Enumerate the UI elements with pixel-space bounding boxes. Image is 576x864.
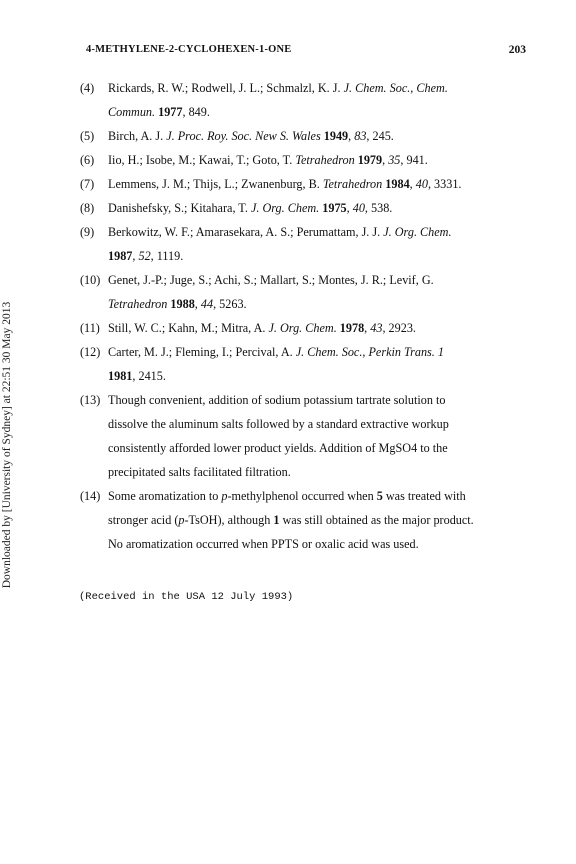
reference-text: 1975	[322, 201, 347, 215]
reference-line	[108, 268, 540, 292]
reference-text: ,	[346, 201, 353, 215]
reference-item	[80, 340, 540, 388]
reference-text: ,	[364, 321, 371, 335]
reference-text: 35	[388, 153, 401, 167]
reference-line	[108, 292, 540, 316]
reference-text: Rickards, R. W.; Rodwell, J. L.; Schmalzl, K. J.	[108, 81, 344, 95]
reference-text: ,	[348, 129, 355, 143]
reference-line	[108, 100, 540, 124]
reference-text: ,	[382, 153, 389, 167]
reference-text: Lemmens, J. M.; Thijs, L.; Zwanenburg, B.	[108, 177, 323, 191]
reference-text: ,	[132, 249, 139, 263]
reference-number: (11)	[80, 321, 100, 335]
reference-line	[108, 244, 540, 268]
reference-text: , 2415.	[132, 369, 166, 383]
reference-line	[108, 388, 540, 412]
reference-number: (13)	[80, 393, 101, 407]
reference-item	[80, 220, 540, 268]
reference-text: 1988	[170, 297, 195, 311]
reference-item	[80, 484, 540, 556]
reference-text: Tetrahedron	[108, 297, 168, 311]
reference-line	[108, 436, 540, 460]
reference-text: J. Chem. Soc., Perkin Trans. 1	[295, 345, 444, 359]
reference-item	[80, 76, 540, 124]
reference-text: 1979	[357, 153, 383, 167]
reference-line	[108, 340, 540, 364]
reference-line	[108, 412, 540, 436]
reference-text: 5	[376, 489, 383, 503]
reference-text: J. Org. Chem.	[250, 201, 320, 215]
reference-text: dissolve the aluminum salts followed by a standard extractive workup	[108, 417, 449, 431]
reference-text: 1984	[385, 177, 410, 191]
reference-text: , 2923.	[382, 321, 416, 335]
reference-text: 1978	[339, 321, 365, 335]
reference-line	[108, 460, 540, 484]
reference-text: Iio, H.; Isobe, M.; Kawai, T.; Goto, T.	[108, 153, 296, 167]
reference-text: J. Proc. Roy. Soc. New S. Wales	[166, 129, 321, 143]
reference-line	[108, 484, 540, 508]
reference-text: 1981	[108, 369, 133, 383]
reference-item	[80, 172, 540, 196]
reference-text: 40	[415, 177, 428, 191]
reference-text: Tetrahedron	[322, 177, 383, 191]
reference-text: Carter, M. J.; Fleming, I.; Percival, A.	[108, 345, 296, 359]
reference-text: was still obtained as the major product.	[279, 513, 474, 527]
reference-line	[108, 124, 540, 148]
reference-text: 83	[354, 129, 367, 143]
received-note: (Received in the USA 12 July 1993)	[79, 591, 294, 603]
reference-text: , 3331.	[427, 177, 462, 191]
reference-text: Danishefsky, S.; Kitahara, T.	[108, 201, 251, 215]
page-number: 203	[508, 44, 526, 56]
reference-text: 1949	[323, 129, 349, 143]
reference-text: 43	[370, 321, 383, 335]
reference-text: , 941.	[400, 153, 428, 167]
reference-text: ,	[409, 177, 416, 191]
running-title: 4-METHYLENE-2-CYCLOHEXEN-1-ONE	[86, 44, 292, 55]
reference-text: No aromatization occurred when PPTS or oxalic acid was used.	[108, 537, 419, 551]
reference-line	[108, 172, 540, 196]
reference-text: -methylphenol occurred when	[227, 489, 377, 503]
reference-text: -TsOH), although	[184, 513, 274, 527]
page-header	[86, 44, 526, 60]
reference-line	[108, 364, 540, 388]
reference-text: Birch, A. J.	[108, 129, 167, 143]
reference-item	[80, 268, 540, 316]
reference-number: (7)	[80, 177, 95, 191]
reference-text: , 1119.	[150, 249, 184, 263]
reference-number: (4)	[80, 81, 95, 95]
reference-text: Still, W. C.; Kahn, M.; Mitra, A.	[108, 321, 269, 335]
reference-item	[80, 316, 540, 340]
reference-line	[108, 196, 540, 220]
reference-line	[108, 76, 540, 100]
reference-line	[108, 532, 540, 556]
reference-text: , 849.	[182, 105, 210, 119]
reference-text: , 5263.	[213, 297, 247, 311]
reference-text: Berkowitz, W. F.; Amarasekara, A. S.; Perumattam, J. J.	[108, 225, 384, 239]
reference-item	[80, 124, 540, 148]
reference-text: precipitated salts facilitated filtration.	[108, 465, 291, 479]
references-list	[80, 76, 540, 556]
reference-text: 1	[273, 513, 280, 527]
reference-text: 44	[200, 297, 214, 311]
reference-number: (9)	[80, 225, 95, 239]
reference-text: Though convenient, addition of sodium potassium tartrate solution to	[108, 393, 446, 407]
reference-text: , 538.	[364, 201, 393, 215]
reference-text: was treated with	[382, 489, 466, 503]
reference-number: (12)	[80, 345, 101, 359]
reference-text: Tetrahedron	[295, 153, 355, 167]
reference-text: Genet, J.-P.; Juge, S.; Achi, S.; Mallart, S.; Montes, J. R.; Levif, G.	[108, 273, 434, 287]
reference-text: p	[221, 489, 228, 503]
reference-text: J. Org. Chem.	[383, 225, 452, 239]
reference-number: (14)	[80, 489, 101, 503]
reference-line	[108, 148, 540, 172]
reference-line	[108, 316, 540, 340]
reference-number: (6)	[80, 153, 95, 167]
reference-line	[108, 220, 540, 244]
reference-number: (10)	[80, 273, 101, 287]
reference-text: ,	[194, 297, 201, 311]
reference-text: stronger acid (	[108, 513, 179, 527]
reference-item	[80, 196, 540, 220]
reference-text: Some aromatization to	[108, 489, 222, 503]
download-watermark: Downloaded by [University of Sydney] at 22:51 30 May 2013	[1, 301, 13, 589]
reference-text: 1987	[108, 249, 133, 263]
reference-text: 52	[138, 249, 151, 263]
reference-text: , 245.	[366, 129, 394, 143]
reference-item	[80, 388, 540, 484]
reference-text: p	[178, 513, 185, 527]
reference-number: (5)	[80, 129, 95, 143]
reference-text: 40	[352, 201, 365, 215]
reference-line	[108, 508, 540, 532]
reference-text: J. Org. Chem.	[268, 321, 337, 335]
reference-item	[80, 148, 540, 172]
reference-text: 1977	[158, 105, 183, 119]
reference-text: J. Chem. Soc., Chem.	[343, 81, 448, 95]
reference-text: Commun.	[108, 105, 156, 119]
reference-number: (8)	[80, 201, 95, 215]
reference-text: consistently afforded lower product yields. Addition of MgSO4 to the	[108, 441, 448, 455]
